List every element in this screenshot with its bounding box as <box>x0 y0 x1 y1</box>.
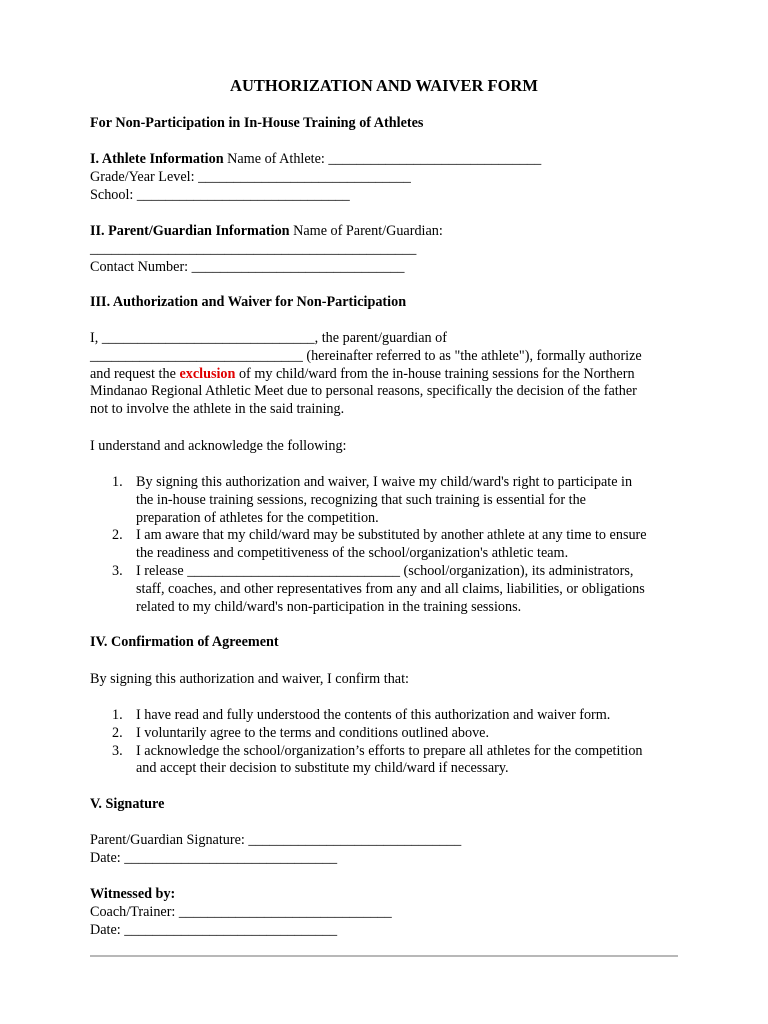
list-number: 3. <box>112 562 123 579</box>
list-number: 3. <box>112 742 123 759</box>
school-blank: ______________________________ <box>136 186 350 203</box>
list-text: and accept their decision to substitute my child/ward if necessary. <box>136 760 509 777</box>
paragraph-line: not to involve the athlete in the said training. <box>90 401 345 418</box>
list-text: I have read and fully understood the contents of this authorization and waiver form. <box>136 707 611 723</box>
witness-heading: Witnessed by: <box>90 886 176 902</box>
section-heading: V. Signature <box>90 796 165 812</box>
list-text: I am aware that my child/ward may be substituted by another athlete at any time to ensure <box>136 527 647 544</box>
parent-information-section <box>90 223 680 276</box>
athlete-information-section <box>90 151 680 204</box>
list-number: 2. <box>112 527 123 544</box>
list-item <box>90 725 680 743</box>
athlete-name-blank: ______________________________ <box>328 151 542 167</box>
text: of my child/ward from the in-house training sessions for the Northern <box>235 365 635 382</box>
list-text: staff, coaches, and other representatives from any and all claims, liabilities, or obligations <box>136 580 645 597</box>
parent-name-label: Name of Parent/Guardian: <box>293 223 443 239</box>
list-text: the in-house training sessions, recognizing that such training is essential for the <box>136 491 586 508</box>
section-heading: III. Authorization and Waiver for Non-Participation <box>90 294 407 310</box>
date-blank: ______________________________ <box>124 849 338 866</box>
witness-date-blank: ______________________________ <box>124 921 338 938</box>
form-title: AUTHORIZATION AND WAIVER FORM <box>230 76 538 95</box>
list-text: related to my child/ward's non-participation in the training sessions. <box>136 598 522 615</box>
list-text: By signing this authorization and waiver, I waive my child/ward's right to participate in <box>136 474 633 490</box>
list-item <box>90 527 680 563</box>
form-subtitle: For Non-Participation in In-House Training of Athletes <box>90 115 424 131</box>
paragraph-line <box>90 366 680 384</box>
footer-divider <box>90 955 678 957</box>
grade-level-blank: ______________________________ <box>198 168 411 185</box>
list-text: I acknowledge the school/organization’s efforts to prepare all athletes for the competition <box>136 742 643 759</box>
section-heading: II. Parent/Guardian Information <box>90 223 290 239</box>
list-number: 1. <box>112 474 123 490</box>
exclusion-highlight: exclusion <box>179 365 236 382</box>
acknowledgement-list <box>90 474 680 616</box>
acknowledge-intro: I understand and acknowledge the following: <box>90 438 347 454</box>
list-text: I voluntarily agree to the terms and conditions outlined above. <box>136 724 490 741</box>
list-number: 1. <box>112 707 123 723</box>
list-item <box>90 474 680 527</box>
signature-section <box>90 832 680 868</box>
section-heading: I. Athlete Information <box>90 151 224 167</box>
authorization-paragraph <box>90 330 680 419</box>
paragraph-line: Mindanao Regional Athletic Meet due to personal reasons, specifically the decision of the father <box>90 383 637 400</box>
list-text: preparation of athletes for the competition. <box>136 509 379 526</box>
list-item <box>90 707 680 725</box>
coach-trainer-blank: ______________________________ <box>178 903 392 920</box>
contact-number-label: Contact Number: <box>90 258 189 275</box>
section-heading: IV. Confirmation of Agreement <box>90 634 279 650</box>
text: and request the <box>90 365 180 382</box>
parent-signature-label: Parent/Guardian Signature: <box>90 832 245 848</box>
contact-number-blank: ______________________________ <box>191 258 405 275</box>
date-label: Date: <box>90 849 121 866</box>
confirmation-list <box>90 707 680 778</box>
list-item <box>90 743 680 779</box>
witness-date-label: Date: <box>90 921 121 938</box>
parent-signature-blank: ______________________________ <box>248 832 462 848</box>
school-label: School: <box>90 186 134 203</box>
paragraph-line: ______________________________ (hereinafter referred to as "the athlete"), formally authorize <box>90 347 642 364</box>
grade-level-label: Grade/Year Level: <box>90 168 195 185</box>
paragraph-line: I, ______________________________, the parent/guardian of <box>90 330 447 346</box>
confirm-intro: By signing this authorization and waiver, I confirm that: <box>90 671 409 687</box>
coach-trainer-label: Coach/Trainer: <box>90 903 176 920</box>
athlete-name-label: Name of Athlete: <box>227 151 325 167</box>
list-text: I release ______________________________ (school/organization), its administrators, <box>136 562 634 579</box>
list-item <box>90 563 680 616</box>
witness-section <box>90 886 680 939</box>
list-text: the readiness and competitiveness of the school/organization's athletic team. <box>136 545 569 562</box>
list-number: 2. <box>112 724 123 741</box>
parent-name-blank: ______________________________________________ <box>90 240 417 257</box>
